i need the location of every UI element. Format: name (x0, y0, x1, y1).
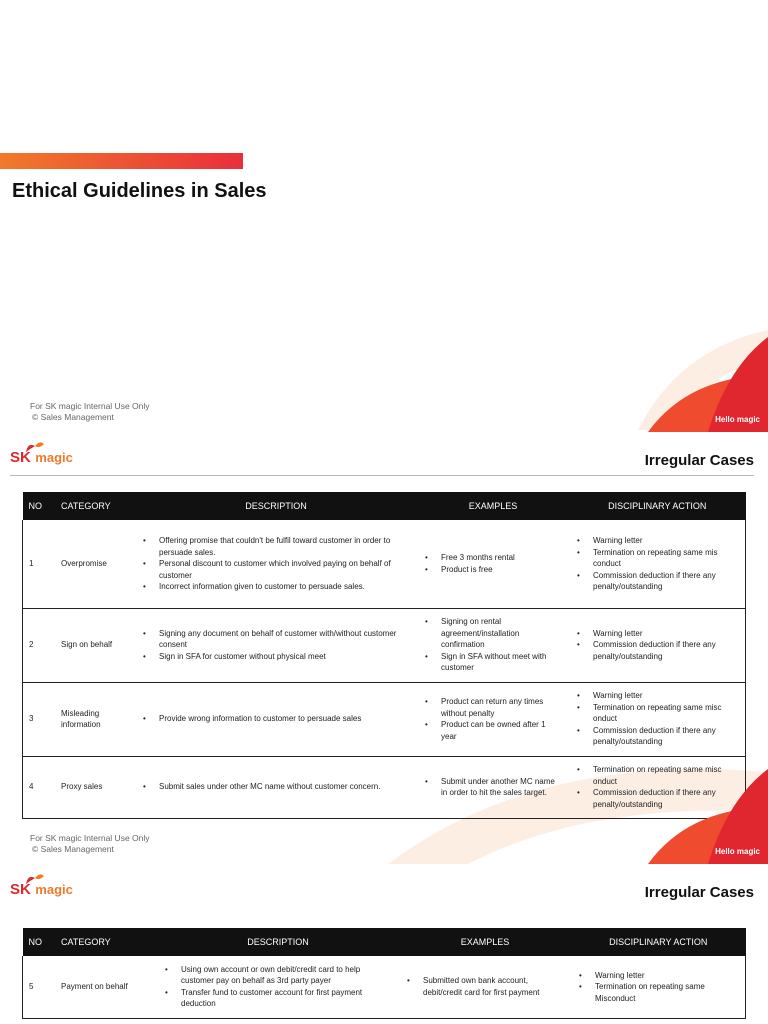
action-item: • Warning letter (575, 535, 739, 547)
action-item: • Warning letter (575, 628, 739, 640)
row-action (569, 520, 746, 608)
irregular-cases-table (22, 928, 746, 1019)
title-accent-bar (0, 153, 243, 169)
example-item: • Signing on rental agreement/installation confirmation (423, 616, 563, 651)
footer-internal-use: For SK magic Internal Use Only (30, 833, 150, 843)
row-category: Misleading information (55, 682, 135, 756)
header-description: DESCRIPTION (157, 928, 399, 956)
table-row (23, 956, 746, 1018)
sk-magic-logo: SK magic (10, 449, 73, 467)
action-item: • Commission deduction if there any penalty/outstanding (575, 725, 739, 748)
row-description (135, 520, 417, 608)
row-examples (417, 608, 569, 682)
header-disciplinary-action: DISCIPLINARY ACTION (571, 928, 746, 956)
header-examples: EXAMPLES (399, 928, 571, 956)
row-description (157, 956, 399, 1018)
header-description: DESCRIPTION (135, 492, 417, 520)
description-item: • Using own account or own debit/credit card to help customer pay on behalf as 3rd party payer (163, 964, 393, 987)
row-description (135, 608, 417, 682)
action-item: • Termination on repeating same Misconduct (577, 981, 739, 1004)
page-title: Ethical Guidelines in Sales (12, 180, 267, 202)
row-category: Payment on behalf (55, 956, 157, 1018)
description-item: • Provide wrong information to customer to persuade sales (141, 713, 411, 725)
header-divider (10, 475, 754, 476)
row-no: 1 (23, 520, 56, 608)
butterfly-icon (24, 872, 46, 886)
header-category: CATEGORY (55, 492, 135, 520)
row-description (135, 682, 417, 756)
footer-copyright: © Sales Management (32, 412, 114, 422)
row-examples (399, 956, 571, 1018)
action-item: • Commission deduction if there any penalty/outstanding (575, 639, 739, 662)
description-item: • Incorrect information given to customer to persuade sales. (141, 581, 411, 593)
example-item: • Submitted own bank account, debit/credit card for first payment (405, 975, 565, 998)
footer-note (30, 833, 150, 855)
section-title: Irregular Cases (644, 884, 754, 901)
header-no: NO (23, 928, 56, 956)
row-action (569, 682, 746, 756)
footer-internal-use: For SK magic Internal Use Only (30, 401, 150, 411)
row-examples (417, 520, 569, 608)
action-item: • Warning letter (577, 970, 739, 982)
row-no: 2 (23, 608, 56, 682)
row-no: 3 (23, 682, 56, 756)
header-disciplinary-action: DISCIPLINARY ACTION (569, 492, 746, 520)
hello-magic-badge (648, 337, 768, 432)
table-header-row (23, 492, 746, 520)
example-item: • Product can be owned after 1 year (423, 719, 563, 742)
title-slide (0, 0, 768, 432)
header-category: CATEGORY (55, 928, 157, 956)
table-row (23, 608, 746, 682)
example-item: • Product is free (423, 564, 563, 576)
footer-note (30, 401, 150, 423)
butterfly-icon (24, 440, 46, 454)
example-item: • Sign in SFA without meet with customer (423, 651, 563, 674)
table-header-row (23, 928, 746, 956)
description-item: • Submit sales under other MC name without customer concern. (141, 781, 411, 793)
row-no: 4 (23, 756, 56, 818)
row-no: 5 (23, 956, 56, 1018)
description-item: • Signing any document on behalf of customer with/without customer consent (141, 628, 411, 651)
hello-magic-text: Hello magic (715, 847, 760, 856)
action-item: • Commission deduction if there any penalty/outstanding (575, 787, 739, 810)
example-item: • Free 3 months rental (423, 552, 563, 564)
table-row (23, 756, 746, 818)
example-item: • Product can return any times without penalty (423, 696, 563, 719)
table-row (23, 520, 746, 608)
description-item: • Sign in SFA for customer without physical meet (141, 651, 411, 663)
example-item: • Submit under another MC name in order to hit the sales target. (423, 776, 563, 799)
row-action (569, 608, 746, 682)
row-examples (417, 682, 569, 756)
row-category: Sign on behalf (55, 608, 135, 682)
hello-magic-text: Hello magic (715, 415, 760, 424)
irregular-cases-table (22, 492, 746, 819)
action-item: • Termination on repeating same misc onduct (575, 764, 739, 787)
header-examples: EXAMPLES (417, 492, 569, 520)
description-item: • Offering promise that couldn't be fulfil toward customer in order to persuade sales. (141, 535, 411, 558)
action-item: • Termination on repeating same misc onduct (575, 702, 739, 725)
irregular-cases-slide-1 (0, 432, 768, 864)
action-item: • Commission deduction if there any penalty/outstanding (575, 570, 739, 593)
irregular-cases-slide-2 (0, 864, 768, 1024)
row-examples (417, 756, 569, 818)
description-item: • Transfer fund to customer account for first payment deduction (163, 987, 393, 1010)
row-action (571, 956, 746, 1018)
sk-magic-logo: SK magic (10, 881, 73, 899)
description-item: • Personal discount to customer which involved paying on behalf of customer (141, 558, 411, 581)
section-title: Irregular Cases (644, 452, 754, 469)
table-row (23, 682, 746, 756)
row-category: Overpromise (55, 520, 135, 608)
row-description (135, 756, 417, 818)
row-category: Proxy sales (55, 756, 135, 818)
action-item: • Warning letter (575, 690, 739, 702)
hello-magic-badge (648, 769, 768, 864)
action-item: • Termination on repeating same mis conduct (575, 547, 739, 570)
footer-copyright: © Sales Management (32, 844, 114, 854)
header-no: NO (23, 492, 56, 520)
